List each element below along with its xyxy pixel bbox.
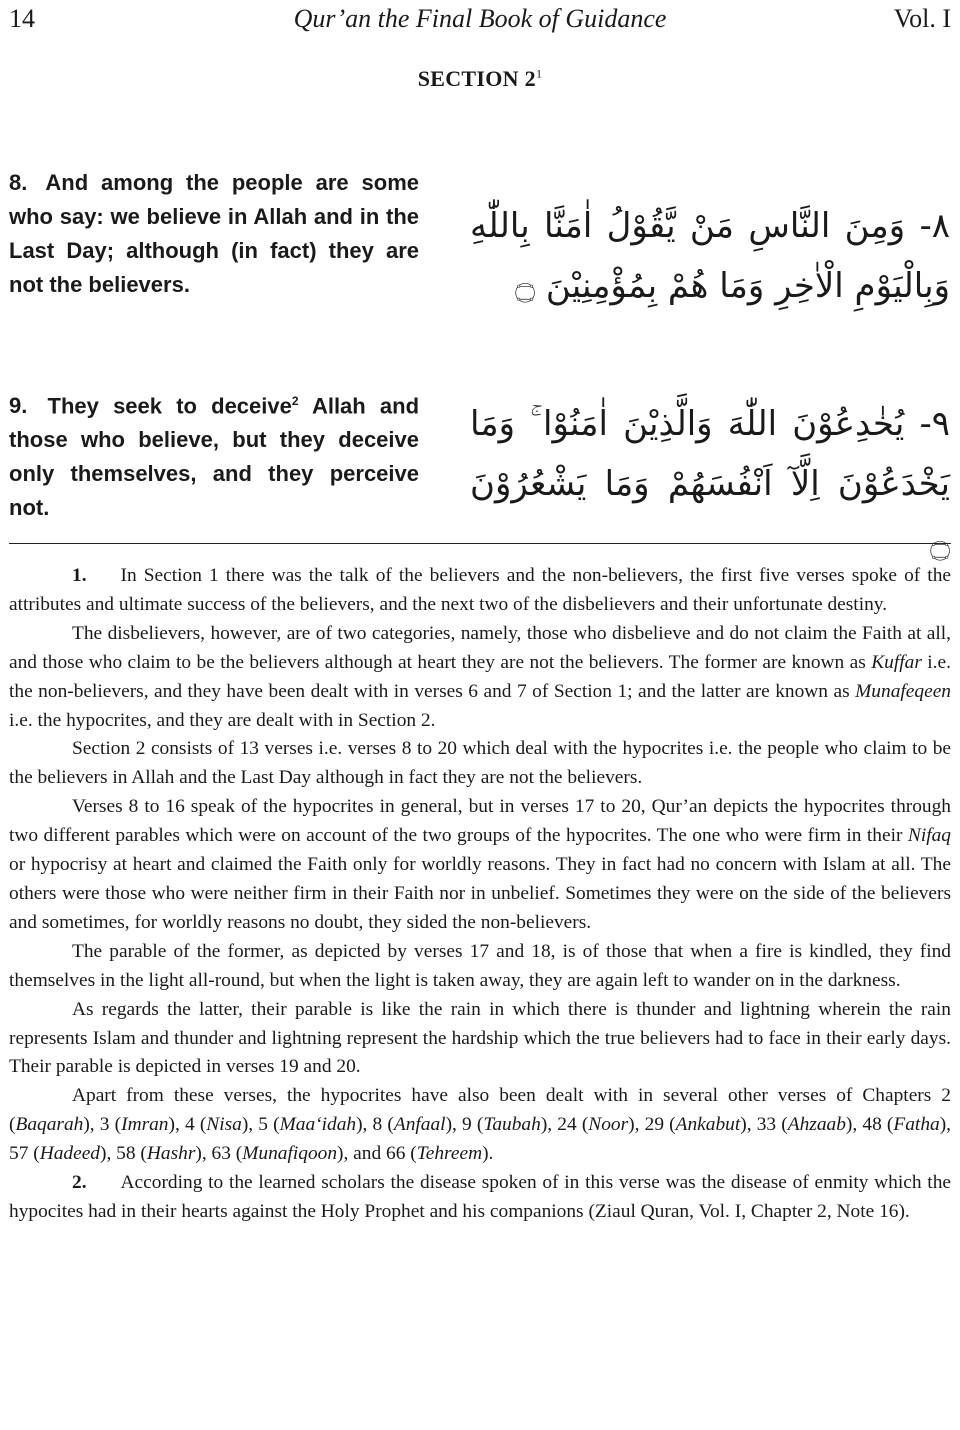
note-1-paragraph bbox=[9, 996, 951, 1083]
note-text: ), 48 ( bbox=[845, 1114, 894, 1136]
footnotes bbox=[9, 562, 951, 1227]
page-header bbox=[0, 2, 960, 38]
note-text: ), 63 ( bbox=[195, 1143, 243, 1165]
chapter-name: Maa‘idah bbox=[279, 1114, 357, 1136]
note-1-paragraph bbox=[9, 938, 951, 996]
term-munafeqeen: Munafeqeen bbox=[855, 680, 951, 702]
chapter-name: Tehreem bbox=[416, 1143, 483, 1165]
verse-9-number: 9. bbox=[9, 393, 28, 419]
chapter-name: Munafiqoon bbox=[242, 1143, 338, 1165]
note-text: ), 3 ( bbox=[83, 1114, 122, 1136]
note-1-paragraph bbox=[9, 562, 951, 620]
chapter-name: Fatha bbox=[893, 1114, 940, 1136]
note-1-paragraph bbox=[9, 793, 951, 938]
note-text: The parable of the former, as depicted by verses 17 and 18, is of those that when a fire is kindled, they find themselves in the light all-round, but when the light is taken away, they are again left to wander on in the darkness. bbox=[9, 940, 951, 991]
volume-label: Vol. I bbox=[893, 4, 951, 33]
note-text: ), 33 ( bbox=[740, 1114, 788, 1136]
note-text: ), 29 ( bbox=[628, 1114, 676, 1136]
note-text: ), 57 ( bbox=[9, 1114, 952, 1165]
verse-9-arabic: ٩- يُخٰدِعُوْنَ اللّٰهَ وَالَّذِيْنَ اٰمَنُوْا ۚ وَمَا يَخْدَعُوْنَ اِلَّآ اَنْفُسَهُمْ وَمَا يَشْعُرُوْنَ ۝ bbox=[470, 404, 950, 564]
chapter-name: Hadeed bbox=[39, 1143, 101, 1165]
chapter-name: Ahzaab bbox=[787, 1114, 846, 1136]
verse-8-translation bbox=[9, 166, 419, 302]
note-1-number: 1. bbox=[72, 565, 87, 586]
note-text: ), 9 ( bbox=[445, 1114, 484, 1136]
note-text: ), 5 ( bbox=[241, 1114, 280, 1136]
note-text: ), and 66 ( bbox=[337, 1143, 417, 1165]
note-text: Apart from these verses, the hypocrites have also been dealt with in several other verses of Chapters 2 ( bbox=[9, 1085, 951, 1136]
section-footnote-mark: 1 bbox=[535, 66, 543, 81]
note-text: As regards the latter, their parable is like the rain in which there is thunder and lightning wherein the rain represents Islam and thunder and lightning represent the hardship which the true believers had to face in their early days. Their parable is depicted in verses 19 and 20. bbox=[9, 998, 951, 1078]
note-text: i.e. the non-believers, and they have been dealt with in verses 6 and 7 of Section 1; and the latter are known as bbox=[9, 651, 951, 702]
chapter-name: Taubah bbox=[483, 1114, 541, 1136]
verse-8-arabic: ٨- وَمِنَ النَّاسِ مَنْ يَّقُوْلُ اٰمَنَّا بِاللّٰهِ وَبِالْيَوْمِ الْاٰخِرِ وَمَا هُمْ بِمُؤْمِنِيْنَ ۝ bbox=[470, 206, 950, 306]
note-text: The disbelievers, however, are of two categories, namely, those who disbelieve and do not claim the Faith at all, and those who claim to be the believers although at heart they are not the believers. The former are known as bbox=[9, 622, 951, 673]
note-text: ), 58 ( bbox=[100, 1143, 147, 1165]
note-text: ), 4 ( bbox=[168, 1114, 207, 1136]
note-text: Verses 8 to 16 speak of the hypocrites in general, but in verses 17 to 20, Qur’an depicts the hypocrites through two different parables which were on account of the two groups of the hypocrites. The one who were firm in their bbox=[9, 796, 951, 847]
note-text: In Section 1 there was the talk of the believers and the non-believers, the first five verses spoke of the attributes and ultimate success of the believers, and the next two of the disbelievers and their unfortunate destiny. bbox=[9, 565, 951, 615]
verse-9-footnote-mark: 2 bbox=[291, 394, 299, 408]
term-kuffar: Kuffar bbox=[871, 651, 922, 673]
verse-9-translation bbox=[9, 384, 419, 525]
chapter-name: Imran bbox=[121, 1114, 169, 1136]
verse-9-text-a: They seek to deceive bbox=[47, 393, 292, 419]
note-1-paragraph bbox=[9, 620, 951, 736]
page-number: 14 bbox=[9, 4, 35, 33]
note-text: According to the learned scholars the disease spoken of in this verse was the disease of enmity which the hypocites had in their hearts against the Holy Prophet and his companions (Ziaul Quran, Vol. I, Chapter 2, Note 16). bbox=[9, 1172, 951, 1222]
note-text: or hypocrisy at heart and claimed the Faith only for worldly reasons. They in fact had no concern with Islam at all. The others were those who were neither firm in their Faith nor in unbelief. Sometimes they were on the side of the believers and sometimes, for worldly reasons no doubt, they sided the non-believers. bbox=[9, 854, 951, 933]
book-title: Qur’an the Final Book of Guidance bbox=[293, 4, 667, 33]
term-nifaq: Nifaq bbox=[907, 825, 951, 847]
note-text: ). bbox=[482, 1143, 494, 1165]
section-heading bbox=[0, 66, 960, 92]
note-1-paragraph bbox=[9, 735, 951, 793]
chapter-name: Anfaal bbox=[393, 1114, 446, 1136]
chapter-name: Hashr bbox=[146, 1143, 196, 1165]
note-text: Section 2 consists of 13 verses i.e. verses 8 to 20 which deal with the hypocrites i.e. the people who claim to be the believers in Allah and the Last Day although in fact they are not the believers. bbox=[9, 738, 951, 789]
verse-8-number: 8. bbox=[9, 170, 28, 195]
footnote-divider bbox=[9, 543, 951, 544]
chapter-name: Ankabut bbox=[675, 1114, 741, 1136]
chapter-name: Baqarah bbox=[15, 1114, 84, 1136]
chapter-name: Noor bbox=[588, 1114, 629, 1136]
section-title: SECTION 2 bbox=[417, 66, 536, 91]
note-1-paragraph bbox=[9, 1082, 951, 1169]
chapter-name: Nisa bbox=[206, 1114, 242, 1136]
note-text: ), 8 ( bbox=[356, 1114, 394, 1136]
verse-9-text-b: Allah and those who believe, but they deceive only themselves, and they perceive not. bbox=[9, 393, 420, 521]
note-2-paragraph bbox=[9, 1169, 951, 1227]
verse-8-text: And among the people are some who say: we believe in Allah and in the Last Day; although (in fact) they are not the believers. bbox=[9, 170, 419, 297]
note-text: ), 24 ( bbox=[540, 1114, 589, 1136]
note-2-number: 2. bbox=[72, 1172, 87, 1194]
note-text: i.e. the hypocrites, and they are dealt with in Section 2. bbox=[9, 709, 436, 731]
